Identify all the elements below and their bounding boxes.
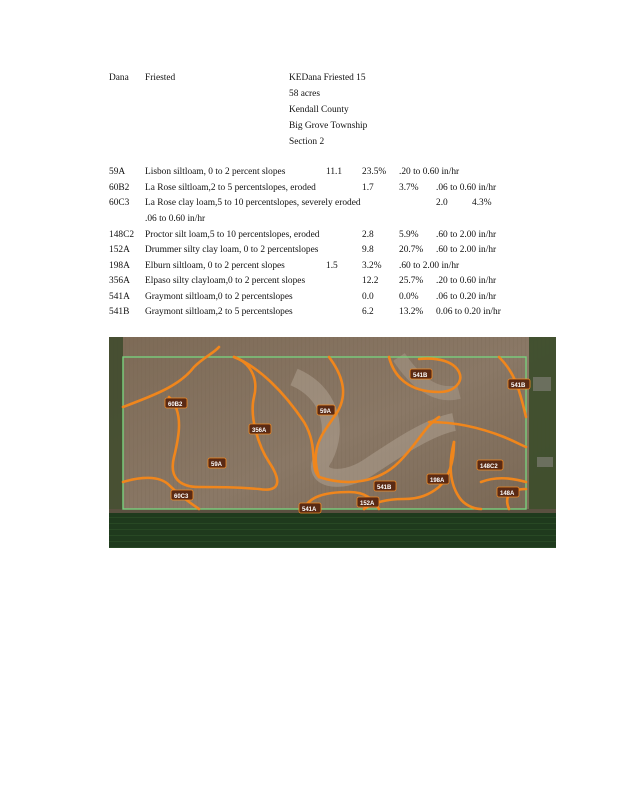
soil-map-graphic <box>109 337 556 548</box>
map-label <box>374 481 396 491</box>
soil-permeability: .06 to 0.60 in/hr <box>145 214 206 224</box>
svg-text:541B: 541B <box>413 373 428 379</box>
soil-permeability: .06 to 0.60 in/hr <box>436 183 497 193</box>
map-label <box>317 405 335 415</box>
soil-percent: 3.2% <box>362 261 382 271</box>
svg-text:541A: 541A <box>302 507 317 513</box>
soil-percent: 3.7% <box>399 183 419 193</box>
svg-text:148A: 148A <box>500 491 515 497</box>
soil-description: Elpaso silty clayloam,0 to 2 percent slopes <box>145 276 306 286</box>
soil-percent: 5.9% <box>399 230 419 240</box>
soil-description: Graymont siltloam,2 to 5 percentslopes <box>145 307 293 317</box>
map-label <box>249 424 271 434</box>
map-label <box>299 503 321 513</box>
soil-acres: 12.2 <box>362 276 379 286</box>
soil-permeability: .60 to 2.00 in/hr <box>399 261 460 271</box>
map-label <box>208 458 226 468</box>
svg-text:60C3: 60C3 <box>174 494 189 500</box>
soil-permeability: .60 to 2.00 in/hr <box>436 230 497 240</box>
soil-percent: 20.7% <box>399 245 424 255</box>
svg-text:152A: 152A <box>360 501 375 507</box>
soil-permeability: .60 to 2.00 in/hr <box>436 245 497 255</box>
soil-acres: 1.5 <box>326 261 338 271</box>
soil-acres: 2.0 <box>436 198 448 208</box>
soil-description: Proctor silt loam,5 to 10 percentslopes, eroded <box>145 230 320 240</box>
soil-acres: 2.8 <box>362 230 374 240</box>
soil-description: La Rose siltloam,2 to 5 percentslopes, eroded <box>145 183 316 193</box>
soil-code: 60C3 <box>109 198 130 208</box>
map-label <box>477 460 503 470</box>
farm-acres: 58 acres <box>289 89 320 99</box>
soil-percent: 13.2% <box>399 307 424 317</box>
soil-code: 198A <box>109 261 130 271</box>
farm-county: Kendall County <box>289 105 349 115</box>
farm-section: Section 2 <box>289 137 325 147</box>
soil-code: 356A <box>109 276 130 286</box>
owner-last-name: Friested <box>145 73 176 83</box>
map-label <box>427 474 449 484</box>
soil-description: La Rose clay loam,5 to 10 percentslopes, severely eroded <box>145 198 361 208</box>
soil-percent: 0.0% <box>399 292 419 302</box>
soil-map <box>109 337 556 548</box>
soil-description: Drummer silty clay loam, 0 to 2 percentslopes <box>145 245 319 255</box>
map-label <box>497 487 519 497</box>
soil-code: 541A <box>109 292 130 302</box>
soil-percent: 23.5% <box>362 167 387 177</box>
soil-acres: 1.7 <box>362 183 374 193</box>
owner-first-name: Dana <box>109 73 129 83</box>
soil-code: 148C2 <box>109 230 135 240</box>
svg-text:59A: 59A <box>320 409 332 415</box>
soil-permeability: .20 to 0.60 in/hr <box>399 167 460 177</box>
svg-text:541B: 541B <box>511 383 526 389</box>
soil-description: Elburn siltloam, 0 to 2 percent slopes <box>145 261 285 271</box>
svg-text:148C2: 148C2 <box>480 464 498 470</box>
soil-description: Lisbon siltloam, 0 to 2 percent slopes <box>145 167 286 177</box>
svg-text:541B: 541B <box>377 485 392 491</box>
map-label <box>357 497 379 507</box>
soil-permeability: 0.06 to 0.20 in/hr <box>436 307 501 317</box>
soil-code: 152A <box>109 245 130 255</box>
soil-description: Graymont siltloam,0 to 2 percentslopes <box>145 292 293 302</box>
svg-text:198A: 198A <box>430 478 445 484</box>
soil-permeability: .20 to 0.60 in/hr <box>436 276 497 286</box>
map-label <box>410 369 432 379</box>
svg-text:356A: 356A <box>252 428 267 434</box>
farm-name: KEDana Friested 15 <box>289 73 366 83</box>
svg-text:59A: 59A <box>211 462 223 468</box>
map-label <box>171 490 193 500</box>
soil-acres: 11.1 <box>326 167 343 177</box>
soil-acres: 6.2 <box>362 307 374 317</box>
soil-code: 59A <box>109 167 126 177</box>
soil-permeability: .06 to 0.20 in/hr <box>436 292 497 302</box>
map-label <box>508 379 530 389</box>
svg-text:60B2: 60B2 <box>168 402 183 408</box>
farm-township: Big Grove Township <box>289 121 368 131</box>
soil-acres: 0.0 <box>362 292 374 302</box>
soil-code: 60B2 <box>109 183 130 193</box>
soil-code: 541B <box>109 307 130 317</box>
map-label <box>165 398 187 408</box>
soil-acres: 9.8 <box>362 245 374 255</box>
soil-percent: 4.3% <box>472 198 492 208</box>
soil-percent: 25.7% <box>399 276 424 286</box>
